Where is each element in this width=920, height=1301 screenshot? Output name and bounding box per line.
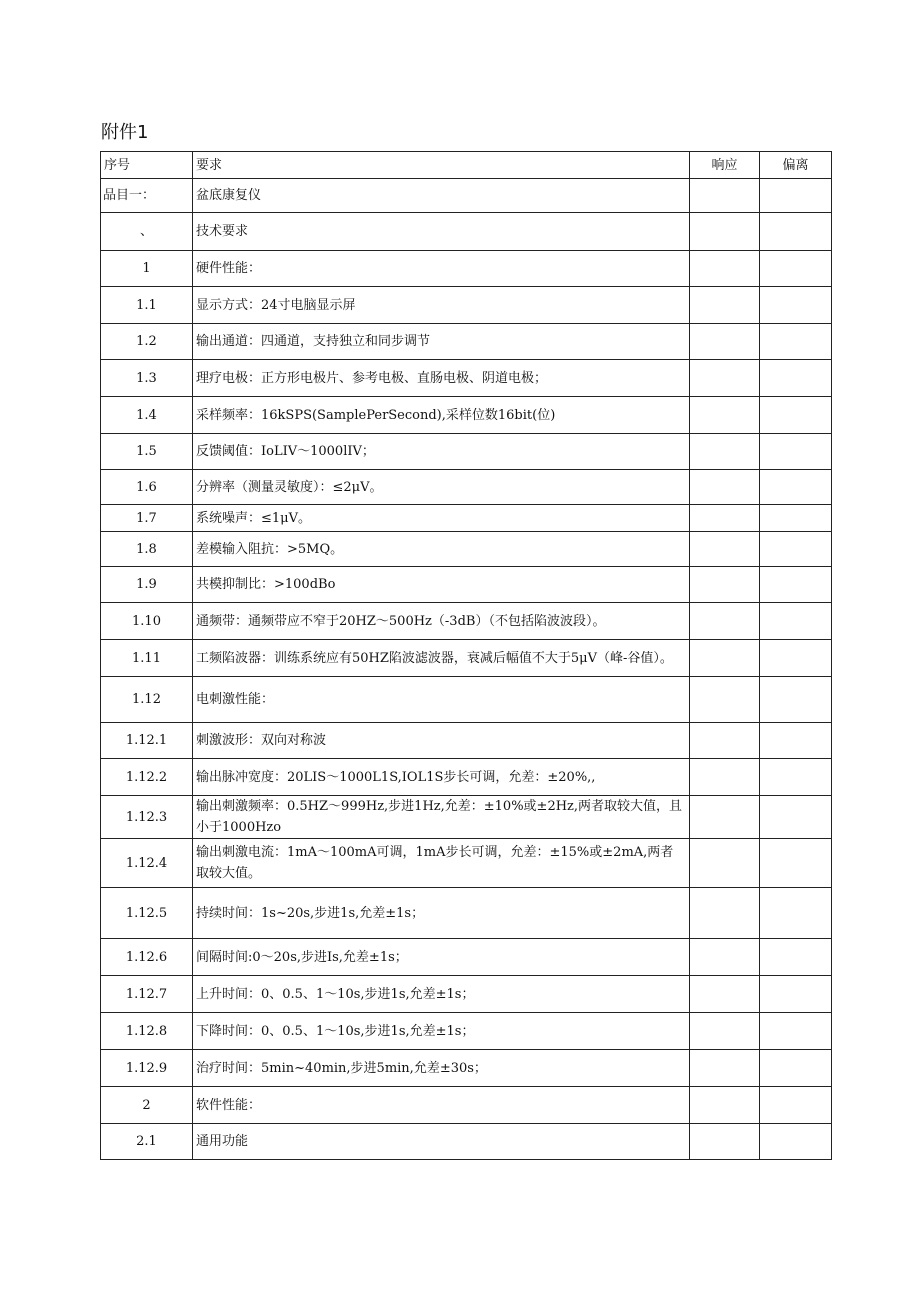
response-cell[interactable] bbox=[690, 939, 760, 976]
deviation-cell[interactable] bbox=[760, 324, 832, 360]
row-number: 1.12.6 bbox=[101, 939, 193, 976]
table-row bbox=[101, 677, 832, 723]
row-number: 1.10 bbox=[101, 603, 193, 640]
table-row bbox=[101, 324, 832, 360]
response-cell[interactable] bbox=[690, 796, 760, 839]
table-row bbox=[101, 1087, 832, 1124]
table-row bbox=[101, 759, 832, 796]
row-number: 1.12.5 bbox=[101, 888, 193, 939]
deviation-cell[interactable] bbox=[760, 434, 832, 470]
response-cell[interactable] bbox=[690, 640, 760, 677]
row-number: 1.7 bbox=[101, 505, 193, 532]
response-cell[interactable] bbox=[690, 567, 760, 603]
row-requirement: 持续时间：1s~20s,步进1s,允差±1s； bbox=[193, 888, 690, 939]
response-cell[interactable] bbox=[690, 1087, 760, 1124]
row-requirement: 分辨率（测量灵敏度）：≤2μV。 bbox=[193, 470, 690, 505]
table-row bbox=[101, 213, 832, 251]
table-row bbox=[101, 839, 832, 888]
row-number: 1.4 bbox=[101, 397, 193, 434]
deviation-cell[interactable] bbox=[760, 677, 832, 723]
row-requirement: 下降时间：0、0.5、1～10s,步进1s,允差±1s； bbox=[193, 1013, 690, 1050]
header-response: 响应 bbox=[690, 152, 760, 179]
row-number: 1 bbox=[101, 251, 193, 287]
row-number: 1.12.8 bbox=[101, 1013, 193, 1050]
deviation-cell[interactable] bbox=[760, 1013, 832, 1050]
item-label: 品目一： bbox=[101, 179, 193, 213]
row-number: 、 bbox=[101, 213, 193, 251]
row-number: 1.12.1 bbox=[101, 723, 193, 759]
response-cell[interactable] bbox=[690, 888, 760, 939]
deviation-cell[interactable] bbox=[760, 567, 832, 603]
row-requirement: 理疗电极：正方形电极片、参考电极、直肠电极、阴道电极； bbox=[193, 360, 690, 397]
response-cell[interactable] bbox=[690, 179, 760, 213]
deviation-cell[interactable] bbox=[760, 397, 832, 434]
row-number: 1.12.9 bbox=[101, 1050, 193, 1087]
deviation-cell[interactable] bbox=[760, 179, 832, 213]
row-requirement: 软件性能： bbox=[193, 1087, 690, 1124]
deviation-cell[interactable] bbox=[760, 839, 832, 888]
row-requirement: 工频陷波器：训练系统应有50HZ陷波滤波器，衰减后幅值不大于5μV（峰-谷值）。 bbox=[193, 640, 690, 677]
header-row bbox=[101, 152, 832, 179]
table-row bbox=[101, 796, 832, 839]
row-number: 1.3 bbox=[101, 360, 193, 397]
row-requirement: 输出通道：四通道，支持独立和同步调节 bbox=[193, 324, 690, 360]
deviation-cell[interactable] bbox=[760, 1087, 832, 1124]
response-cell[interactable] bbox=[690, 287, 760, 324]
response-cell[interactable] bbox=[690, 324, 760, 360]
table-row bbox=[101, 287, 832, 324]
response-cell[interactable] bbox=[690, 1124, 760, 1160]
item-row bbox=[101, 179, 832, 213]
table-row bbox=[101, 888, 832, 939]
row-requirement: 治疗时间：5min~40min,步进5min,允差±30s； bbox=[193, 1050, 690, 1087]
table-row bbox=[101, 603, 832, 640]
deviation-cell[interactable] bbox=[760, 213, 832, 251]
row-requirement: 电刺激性能： bbox=[193, 677, 690, 723]
table-row bbox=[101, 567, 832, 603]
response-cell[interactable] bbox=[690, 677, 760, 723]
response-cell[interactable] bbox=[690, 505, 760, 532]
table-row bbox=[101, 976, 832, 1013]
row-requirement: 显示方式：24寸电脑显示屏 bbox=[193, 287, 690, 324]
row-requirement: 输出刺激频率：0.5HZ～999Hz,步进1Hz,允差：±10%或±2Hz,两者取较大值，且小于1000Hzo bbox=[193, 796, 690, 839]
row-requirement: 差模输入阻抗：>5MQ。 bbox=[193, 532, 690, 567]
row-number: 1.12.7 bbox=[101, 976, 193, 1013]
row-requirement: 采样频率：16kSPS(SamplePerSecond),采样位数16bit(位) bbox=[193, 397, 690, 434]
requirements-table bbox=[100, 151, 832, 1160]
row-requirement: 通频带：通频带应不窄于20HZ～500Hz（-3dB）（不包括陷波波段）。 bbox=[193, 603, 690, 640]
response-cell[interactable] bbox=[690, 603, 760, 640]
table-row bbox=[101, 505, 832, 532]
row-number: 1.11 bbox=[101, 640, 193, 677]
table-row bbox=[101, 434, 832, 470]
deviation-cell[interactable] bbox=[760, 470, 832, 505]
response-cell[interactable] bbox=[690, 1050, 760, 1087]
response-cell[interactable] bbox=[690, 532, 760, 567]
table-row bbox=[101, 1013, 832, 1050]
response-cell[interactable] bbox=[690, 434, 760, 470]
response-cell[interactable] bbox=[690, 360, 760, 397]
deviation-cell[interactable] bbox=[760, 360, 832, 397]
deviation-cell[interactable] bbox=[760, 287, 832, 324]
response-cell[interactable] bbox=[690, 839, 760, 888]
row-requirement: 间隔时间:0～20s,步进Is,允差±1s； bbox=[193, 939, 690, 976]
table-row bbox=[101, 532, 832, 567]
row-number: 1.12.3 bbox=[101, 796, 193, 839]
deviation-cell[interactable] bbox=[760, 796, 832, 839]
table-row bbox=[101, 723, 832, 759]
table-row bbox=[101, 470, 832, 505]
table-row bbox=[101, 397, 832, 434]
row-requirement: 上升时间：0、0.5、1～10s,步进1s,允差±1s； bbox=[193, 976, 690, 1013]
deviation-cell[interactable] bbox=[760, 888, 832, 939]
row-requirement: 刺激波形：双向对称波 bbox=[193, 723, 690, 759]
response-cell[interactable] bbox=[690, 759, 760, 796]
header-deviation: 偏离 bbox=[760, 152, 832, 179]
row-requirement: 输出刺激电流：1mA～100mA可调，1mA步长可调，允差：±15%或±2mA,两者取较大值。 bbox=[193, 839, 690, 888]
row-requirement: 系统噪声：≤1μV。 bbox=[193, 505, 690, 532]
response-cell[interactable] bbox=[690, 976, 760, 1013]
deviation-cell[interactable] bbox=[760, 640, 832, 677]
row-number: 1.12.2 bbox=[101, 759, 193, 796]
response-cell[interactable] bbox=[690, 213, 760, 251]
row-number: 1.12 bbox=[101, 677, 193, 723]
deviation-cell[interactable] bbox=[760, 1050, 832, 1087]
table-row bbox=[101, 360, 832, 397]
row-number: 1.8 bbox=[101, 532, 193, 567]
row-number: 2.1 bbox=[101, 1124, 193, 1160]
row-requirement: 共模抑制比：>100dBo bbox=[193, 567, 690, 603]
deviation-cell[interactable] bbox=[760, 759, 832, 796]
row-number: 1.6 bbox=[101, 470, 193, 505]
row-requirement: 技术要求 bbox=[193, 213, 690, 251]
row-number: 1.9 bbox=[101, 567, 193, 603]
row-number: 1.1 bbox=[101, 287, 193, 324]
deviation-cell[interactable] bbox=[760, 505, 832, 532]
deviation-cell[interactable] bbox=[760, 1124, 832, 1160]
annex-title: 附件1 bbox=[101, 122, 149, 143]
row-number: 1.5 bbox=[101, 434, 193, 470]
table-row bbox=[101, 640, 832, 677]
deviation-cell[interactable] bbox=[760, 976, 832, 1013]
response-cell[interactable] bbox=[690, 1013, 760, 1050]
row-requirement: 输出脉冲宽度：20LIS～1000L1S,IOL1S步长可调，允差：±20%,, bbox=[193, 759, 690, 796]
table-row bbox=[101, 1050, 832, 1087]
response-cell[interactable] bbox=[690, 723, 760, 759]
row-number: 1.12.4 bbox=[101, 839, 193, 888]
table-row bbox=[101, 1124, 832, 1160]
row-requirement: 通用功能 bbox=[193, 1124, 690, 1160]
row-number: 2 bbox=[101, 1087, 193, 1124]
deviation-cell[interactable] bbox=[760, 532, 832, 567]
deviation-cell[interactable] bbox=[760, 603, 832, 640]
deviation-cell[interactable] bbox=[760, 723, 832, 759]
table-row bbox=[101, 251, 832, 287]
response-cell[interactable] bbox=[690, 470, 760, 505]
row-requirement: 反馈阈值：IoLIV～1000lIV； bbox=[193, 434, 690, 470]
response-cell[interactable] bbox=[690, 251, 760, 287]
header-requirement: 要求 bbox=[193, 152, 690, 179]
deviation-cell[interactable] bbox=[760, 939, 832, 976]
header-no: 序号 bbox=[101, 152, 193, 179]
requirements-rows bbox=[101, 213, 832, 1160]
deviation-cell[interactable] bbox=[760, 251, 832, 287]
row-requirement: 硬件性能： bbox=[193, 251, 690, 287]
item-name: 盆底康复仪 bbox=[193, 179, 690, 213]
table-row bbox=[101, 939, 832, 976]
response-cell[interactable] bbox=[690, 397, 760, 434]
row-number: 1.2 bbox=[101, 324, 193, 360]
